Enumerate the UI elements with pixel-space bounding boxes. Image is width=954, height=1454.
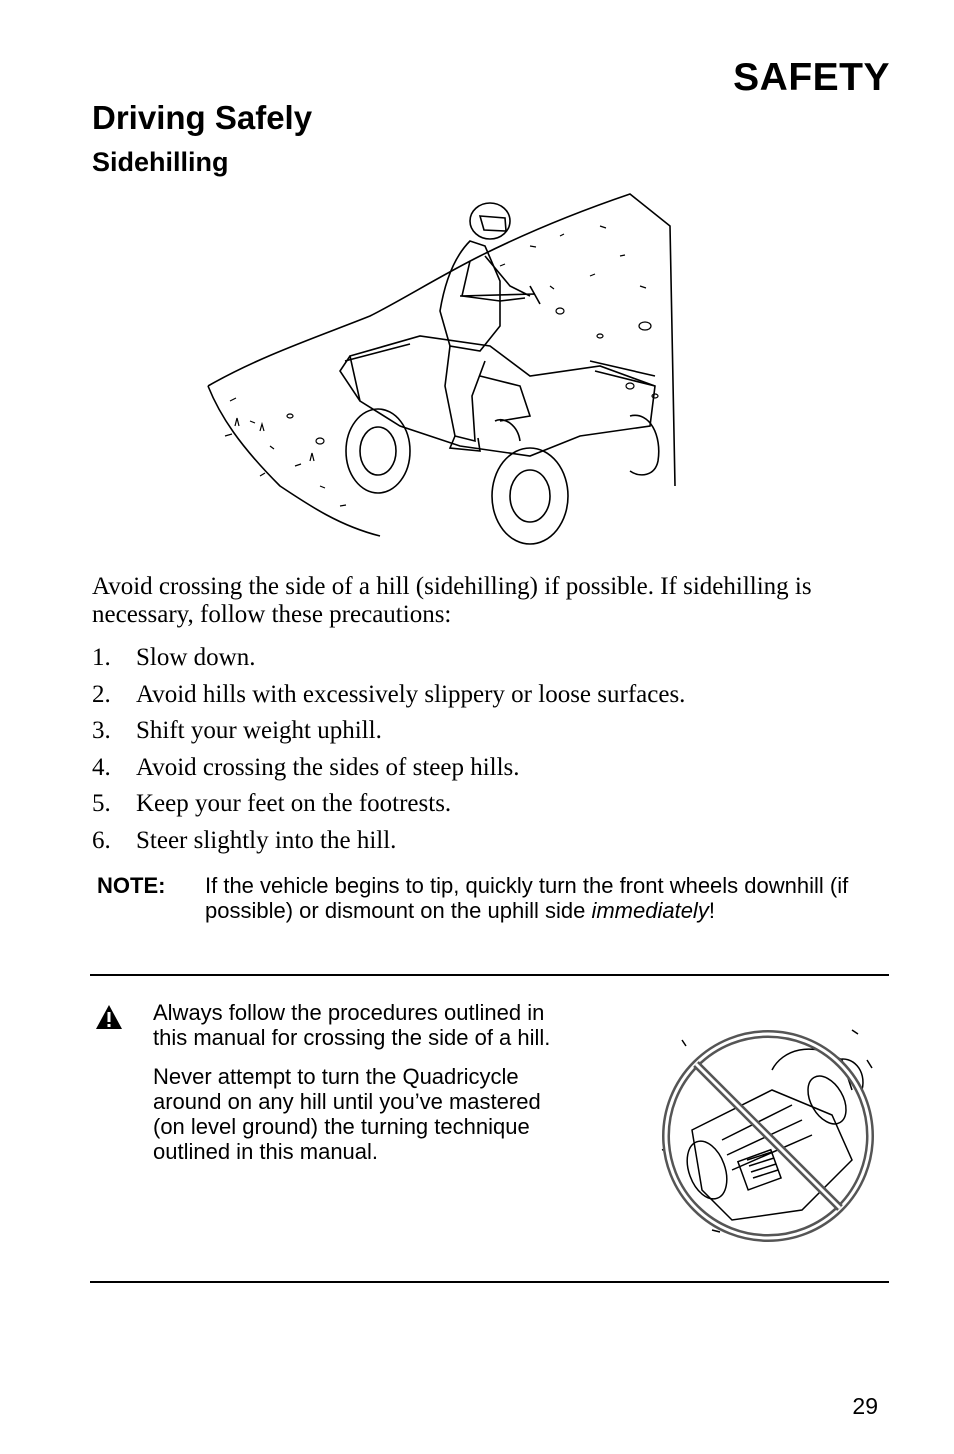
list-item-text: Shift your weight uphill. bbox=[136, 717, 382, 745]
note-emphasis: immediately bbox=[591, 898, 709, 923]
prohibited-rollover-illustration bbox=[652, 1020, 884, 1252]
list-item-text: Steer slightly into the hill. bbox=[136, 826, 397, 854]
list-item-number: 4. bbox=[92, 753, 111, 781]
intro-paragraph: Avoid crossing the side of a hill (sidehilling) if possible. If sidehilling is necessary, follow these precautions: bbox=[92, 573, 812, 628]
list-item-number: 6. bbox=[92, 826, 111, 854]
note-end: ! bbox=[708, 898, 715, 923]
precautions-list bbox=[92, 643, 685, 863]
list-item-number: 2. bbox=[92, 680, 111, 708]
list-item-text: Slow down. bbox=[136, 644, 256, 671]
section-header: SAFETY bbox=[733, 56, 890, 99]
section-subtitle: Sidehilling bbox=[92, 147, 229, 177]
warning-paragraph: Never attempt to turn the Quadricycle around on any hill until you’ve mastered (on level ground) the turning technique outlined in this manual. bbox=[153, 1064, 541, 1164]
divider bbox=[90, 1281, 889, 1283]
note-label: NOTE: bbox=[97, 873, 166, 898]
note-text bbox=[205, 873, 857, 923]
divider bbox=[90, 974, 889, 976]
page-title: Driving Safely bbox=[92, 99, 313, 136]
note-block bbox=[97, 873, 857, 923]
list-item bbox=[92, 643, 685, 680]
warning-text bbox=[153, 1000, 573, 1178]
list-item bbox=[92, 753, 685, 790]
list-item bbox=[92, 826, 685, 863]
list-item-number: 5. bbox=[92, 790, 111, 818]
list-item-text: Avoid hills with excessively slippery or loose surfaces. bbox=[136, 680, 686, 708]
list-item bbox=[92, 716, 685, 753]
warning-triangle-icon bbox=[95, 1004, 123, 1030]
list-item bbox=[92, 789, 685, 826]
list-item-text: Keep your feet on the footrests. bbox=[136, 790, 452, 818]
list-item-text: Avoid crossing the sides of steep hills. bbox=[136, 753, 520, 781]
note-body: If the vehicle begins to tip, quickly turn the front wheels downhill (if possible) or dismount on the uphill side bbox=[205, 873, 849, 923]
list-item bbox=[92, 680, 685, 717]
list-item-number: 3. bbox=[92, 717, 111, 745]
page-number: 29 bbox=[852, 1393, 878, 1419]
warning-paragraph: Always follow the procedures outlined in this manual for crossing the side of a hill. bbox=[153, 1000, 551, 1050]
list-item-number: 1. bbox=[92, 644, 111, 671]
atv-rider-sidehill-illustration bbox=[200, 186, 680, 558]
